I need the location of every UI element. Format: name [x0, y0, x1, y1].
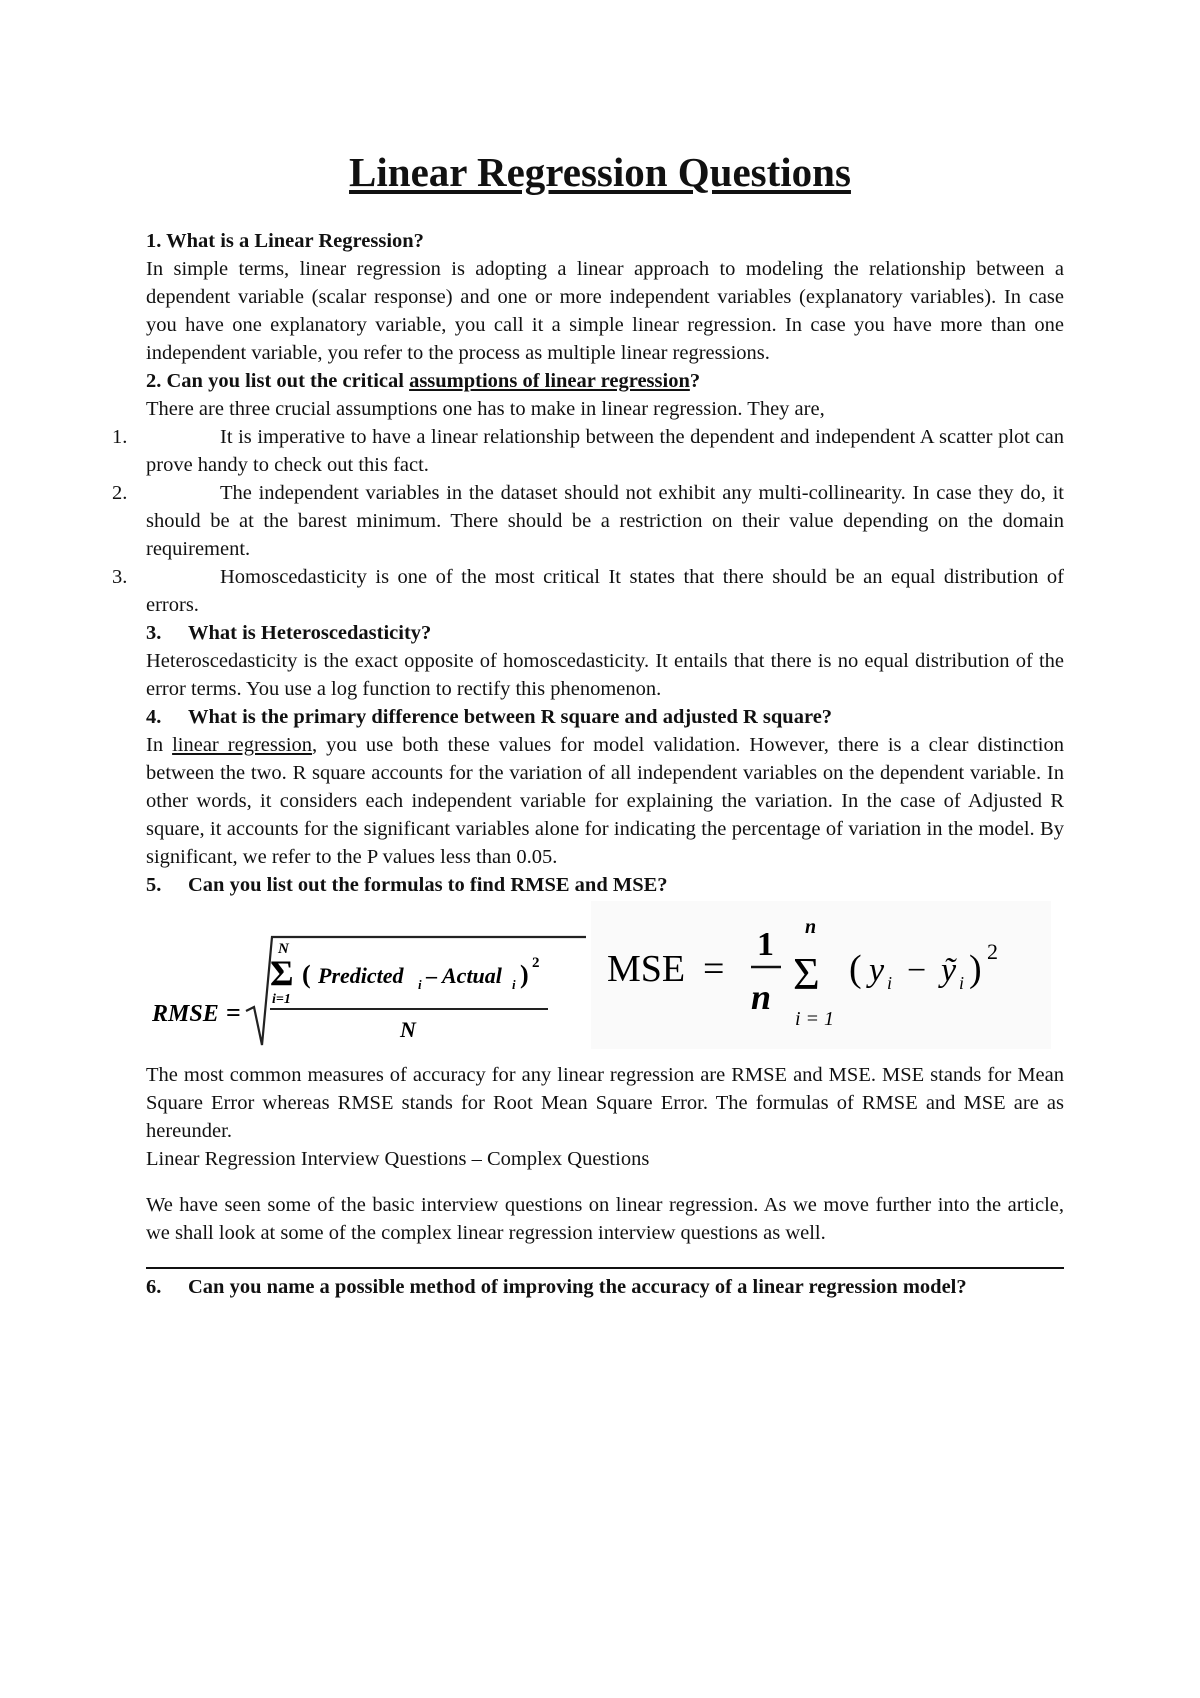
open-paren: ( — [302, 960, 311, 989]
question-1-heading: 1. What is a Linear Regression? — [146, 230, 424, 252]
assumption-item-3 — [112, 563, 1064, 619]
open-paren: ( — [849, 948, 862, 990]
equals-sign: = — [703, 948, 725, 990]
question-number: 5. — [146, 874, 162, 896]
question-5-answer: The most common measures of accuracy for any linear regression are RMSE and MSE. MSE stands for Mean Square Error whereas RMSE stands for Root Mean Square Error. The formulas of RMSE and MSE are as hereunder. — [146, 1064, 1064, 1142]
fraction-denominator: n — [751, 977, 772, 1017]
y-tilde-term: ỹ — [941, 952, 957, 989]
fraction-numerator: 1 — [757, 926, 775, 963]
page-title: Linear Regression Questions — [349, 149, 851, 195]
question-text: What is the primary difference between R square and adjusted R square? — [188, 706, 833, 728]
question-4-answer — [146, 731, 1064, 871]
sum-lower-limit: i = 1 — [795, 1008, 835, 1030]
horizontal-rule — [146, 1267, 1064, 1269]
answer-prefix: In — [146, 734, 173, 756]
transition-paragraph: We have seen some of the basic interview questions on linear regression. As we move further into the article, we shall look at some of the complex linear regression interview questions as well. — [146, 1194, 1064, 1244]
close-paren: ) — [520, 960, 529, 989]
assumption-item-1 — [112, 423, 1064, 479]
question-2-heading — [146, 367, 1064, 395]
sum-upper-limit: n — [805, 916, 817, 938]
mse-formula-image — [591, 901, 1051, 1049]
question-1-answer: In simple terms, linear regression is adopting a linear approach to modeling the relationship between a dependent variable (scalar response) and one or more independent variables (explanatory variables). In case you have one explanatory variable, you call it a simple linear regression. In case you have more than one independent variable, you refer to the process as multiple linear regressions. — [146, 258, 1064, 364]
predicted-term: Predicted — [318, 963, 404, 988]
question-2-intro: There are three crucial assumptions one has to make in linear regression. They are, — [146, 398, 825, 420]
assumption-item-2 — [112, 479, 1064, 563]
radical-sign — [246, 937, 586, 1045]
question-4-heading — [146, 703, 1064, 731]
y-term: y — [869, 952, 885, 989]
minus-sign: − — [907, 952, 927, 989]
question-6-heading — [146, 1273, 1064, 1301]
list-marker: 2. — [112, 482, 128, 504]
answer-suffix: , you use both these values for model validation. However, there is a clear distinction between the two. R square accounts for the variation of all independent variables on the dependent variable. In other words, it considers each independent variable for explaining the variation. In the case of Adjusted R square, it accounts for the significant variables alone for indicating the percentage of variation in the model. By significant, we refer to the P values less than 0.05. — [146, 734, 1064, 868]
rmse-denominator: N — [400, 1017, 416, 1042]
minus-sign: – — [426, 963, 437, 988]
assumptions-link[interactable]: assumptions of linear regression — [409, 370, 690, 392]
question-3-heading — [146, 619, 1064, 647]
sigma-symbol: Σ — [793, 948, 820, 999]
assumption-text: The independent variables in the dataset should not exhibit any multi-collinearity. In case they do, it should be at the barest minimum. There should be a restriction on their value depending on the domain requirement. — [146, 482, 1064, 560]
question-text: Can you list out the formulas to find RMSE and MSE? — [188, 874, 668, 896]
question-2-prefix: 2. Can you list out the critical — [146, 370, 410, 392]
question-number: 6. — [146, 1276, 162, 1298]
document-body — [112, 227, 1064, 1301]
predicted-subscript: i — [418, 977, 422, 992]
close-paren: ) — [969, 948, 982, 990]
equals-sign: = — [226, 998, 241, 1027]
square-exponent: 2 — [987, 939, 999, 964]
sum-upper-limit: N — [278, 941, 289, 957]
actual-subscript: i — [512, 977, 516, 992]
question-2-suffix: ? — [689, 370, 701, 392]
y-subscript: i — [887, 973, 893, 993]
section-subheading: Linear Regression Interview Questions – Complex Questions — [146, 1148, 650, 1170]
sum-lower-limit: i=1 — [272, 992, 291, 1007]
question-text: What is Heteroscedasticity? — [188, 622, 432, 644]
question-number: 4. — [146, 706, 162, 728]
y-tilde-subscript: i — [959, 973, 965, 993]
rmse-lhs: RMSE — [152, 1001, 219, 1027]
list-marker: 3. — [112, 566, 128, 588]
sigma-symbol: Σ — [270, 953, 294, 993]
question-3-answer: Heteroscedasticity is the exact opposite of homoscedasticity. It entails that there is no equal distribution of the error terms. You use a log function to rectify this phenomenon. — [146, 650, 1064, 700]
actual-term: Actual — [442, 963, 502, 988]
rmse-formula-image — [146, 933, 586, 1053]
assumption-text: It is imperative to have a linear relationship between the dependent and independent A scatter plot can prove handy to check out this fact. — [146, 426, 1064, 476]
assumption-text: Homoscedasticity is one of the most critical It states that there should be an equal distribution of errors. — [146, 566, 1064, 616]
mse-lhs: MSE — [607, 948, 686, 990]
question-text: Can you name a possible method of improving the accuracy of a linear regression model? — [188, 1276, 967, 1298]
linear-regression-link[interactable]: linear regression — [172, 734, 313, 756]
square-exponent: 2 — [532, 955, 540, 971]
list-marker: 1. — [112, 426, 128, 448]
question-number: 3. — [146, 622, 162, 644]
question-5-heading — [146, 871, 1064, 899]
